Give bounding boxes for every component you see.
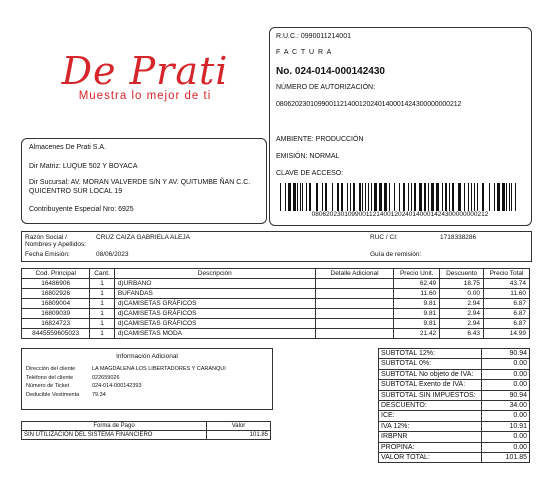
item-detail (315, 309, 394, 319)
item-detail (315, 319, 394, 329)
additional-value: 79.34 (92, 391, 106, 398)
clave-label: CLAVE DE ACCESO: (276, 170, 344, 177)
customer-box (21, 231, 532, 262)
totals-value: 0.00 (482, 442, 530, 452)
totals-row (379, 442, 530, 452)
item-code: 16809039 (22, 309, 90, 319)
table-row (22, 319, 530, 329)
totals-label: SUBTOTAL 12%: (379, 349, 482, 359)
table-row (22, 299, 530, 309)
totals-value: 10.91 (482, 421, 530, 431)
totals-row (379, 380, 530, 390)
item-unit-price: 9.81 (394, 319, 440, 329)
item-discount: 18.75 (440, 279, 484, 289)
item-description: BUFANDAS (114, 289, 315, 299)
additional-label: Deducible Vestimenta (26, 391, 80, 398)
razon-label: Razón Social / Nombres y Apellidos: (25, 234, 87, 248)
item-detail (315, 289, 394, 299)
payment-valor: 101.85 (207, 431, 271, 440)
item-unit-price: 11.60 (394, 289, 440, 299)
totals-row (379, 390, 530, 400)
totals-row (379, 453, 530, 463)
col-cant: Cant. (90, 269, 114, 279)
item-total: 43.74 (484, 279, 530, 289)
totals-row (379, 369, 530, 379)
totals-row (379, 359, 530, 369)
item-unit-price: 62.49 (394, 279, 440, 289)
ruc: R.U.C.: 0990011214001 (276, 33, 351, 40)
totals-label: SUBTOTAL Exento de IVA: (379, 380, 482, 390)
item-code: 16824723 (22, 319, 90, 329)
item-code: 16809004 (22, 299, 90, 309)
item-description: d)CAMISETAS MODA (114, 329, 315, 339)
auth-number: 0806202301099001121400120240140001424300000000212 (276, 101, 462, 108)
item-qty: 1 (90, 329, 114, 339)
logo-text: De Prati (61, 49, 229, 93)
item-detail (315, 299, 394, 309)
totals-value: 0.00 (482, 432, 530, 442)
table-row (22, 289, 530, 299)
company-matriz: Dir Matriz: LUQUE 502 Y BOYACA (29, 163, 138, 170)
item-total: 6.87 (484, 319, 530, 329)
payment-table (21, 421, 271, 440)
item-code: 16802926 (22, 289, 90, 299)
fecha-value: 08/06/2023 (96, 251, 129, 258)
totals-table (378, 348, 530, 463)
totals-value: 0.00 (482, 411, 530, 421)
items-table (21, 268, 530, 339)
ambiente: AMBIENTE: PRODUCCIÓN (276, 136, 364, 143)
additional-title: Información Adicional (116, 353, 178, 360)
item-detail (315, 279, 394, 289)
totals-label: VALOR TOTAL: (379, 453, 482, 463)
totals-value: 0.00 (482, 359, 530, 369)
col-detalle: Detalle Adicional (315, 269, 394, 279)
totals-value: 101.85 (482, 453, 530, 463)
item-qty: 1 (90, 289, 114, 299)
company-info-box (21, 138, 267, 224)
additional-value: LA MAGDALENA LOS LIBERTADORES Y CARANQUI (92, 366, 226, 372)
item-discount: 2.94 (440, 299, 484, 309)
item-total: 6.87 (484, 299, 530, 309)
additional-info-box (21, 348, 273, 410)
item-qty: 1 (90, 279, 114, 289)
auth-label: NÚMERO DE AUTORIZACIÓN: (276, 84, 376, 91)
totals-row (379, 411, 530, 421)
payment-valor-header: Valor (207, 422, 271, 431)
doc-type: F A C T U R A (276, 49, 333, 56)
razon-value: CRUZ CAIZA GABRIELA ALEJA (96, 234, 190, 241)
item-qty: 1 (90, 309, 114, 319)
additional-label: Número de Ticket (26, 383, 70, 389)
totals-label: SUBTOTAL SIN IMPUESTOS: (379, 390, 482, 400)
totals-value: 0.00 (482, 380, 530, 390)
totals-row (379, 421, 530, 431)
company-sucursal: Dir Sucursal: AV. MORAN VALVERDE S/N Y AV. QUITUMBE ÑAN C.C. QUICENTRO SUR LOCAL 19 (29, 179, 251, 195)
slogan: Muestra lo mejor de ti (78, 90, 212, 102)
item-total: 11.60 (484, 289, 530, 299)
col-cod: Cod. Principal (22, 269, 90, 279)
col-precio-total: Precio Total (484, 269, 530, 279)
contribuyente-especial: Contribuyente Especial Nro: 6925 (29, 206, 134, 213)
item-description: d)CAMISETAS GRÁFICOS (114, 319, 315, 329)
additional-label: Teléfono del cliente (26, 374, 74, 381)
table-row (22, 279, 530, 289)
item-qty: 1 (90, 299, 114, 309)
additional-value: 024-014-000142393 (92, 383, 142, 389)
totals-row (379, 432, 530, 442)
totals-label: SUBTOTAL 0%: (379, 359, 482, 369)
item-code: 16486906 (22, 279, 90, 289)
table-row (22, 309, 530, 319)
invoice-info-box (269, 27, 532, 226)
item-unit-price: 21.42 (394, 329, 440, 339)
item-discount: 6.43 (440, 329, 484, 339)
item-unit-price: 9.81 (394, 299, 440, 309)
item-detail (315, 329, 394, 339)
ruc-label: RUC / CI: (370, 234, 398, 241)
totals-value: 90.94 (482, 390, 530, 400)
ruc-value: 1718338286 (440, 234, 477, 241)
additional-value: 022659026 (92, 374, 120, 381)
item-discount: 2.94 (440, 309, 484, 319)
totals-label: PROPINA: (379, 442, 482, 452)
item-code: 8445559605023 (22, 329, 90, 339)
item-description: d)CAMISETAS GRÁFICOS (114, 309, 315, 319)
totals-label: IVA 12%: (379, 421, 482, 431)
company-name: Almacenes De Prati S.A. (29, 144, 107, 151)
barcode-text: 0806202301099001121400120240140001424300000000212 (311, 211, 489, 218)
totals-row (379, 349, 530, 359)
payment-forma: SIN UTILIZACION DEL SISTEMA FINANCIERO (22, 431, 207, 440)
item-description: d)CAMISETAS GRÁFICOS (114, 299, 315, 309)
additional-label: Dirección del cliente (26, 366, 76, 372)
totals-value: 90.94 (482, 349, 530, 359)
emision: EMISIÓN: NORMAL (276, 153, 340, 160)
col-desc: Descripción (114, 269, 315, 279)
item-qty: 1 (90, 319, 114, 329)
company-logo (40, 49, 250, 110)
invoice-number: No. 024-014-000142430 (276, 66, 385, 77)
barcode (280, 183, 520, 211)
item-discount: 0.00 (440, 289, 484, 299)
col-precio-unit: Precio Unit. (394, 269, 440, 279)
totals-value: 0.00 (482, 369, 530, 379)
totals-label: IRBPNR (379, 432, 482, 442)
payment-forma-header: Forma de Pago (22, 422, 207, 431)
guia-label: Guía de remisión: (370, 251, 422, 258)
item-description: d)URBANO (114, 279, 315, 289)
totals-label: SUBTOTAL No objeto de IVA: (379, 369, 482, 379)
totals-label: DESCUENTO: (379, 401, 482, 411)
fecha-label: Fecha Emisión: (25, 251, 70, 258)
col-descuento: Descuento (440, 269, 484, 279)
totals-label: ICE: (379, 411, 482, 421)
totals-value: 34.00 (482, 401, 530, 411)
totals-row (379, 401, 530, 411)
item-discount: 2.94 (440, 319, 484, 329)
table-row (22, 329, 530, 339)
item-total: 6.87 (484, 309, 530, 319)
item-total: 14.99 (484, 329, 530, 339)
item-unit-price: 9.81 (394, 309, 440, 319)
items-header-row (22, 269, 530, 279)
